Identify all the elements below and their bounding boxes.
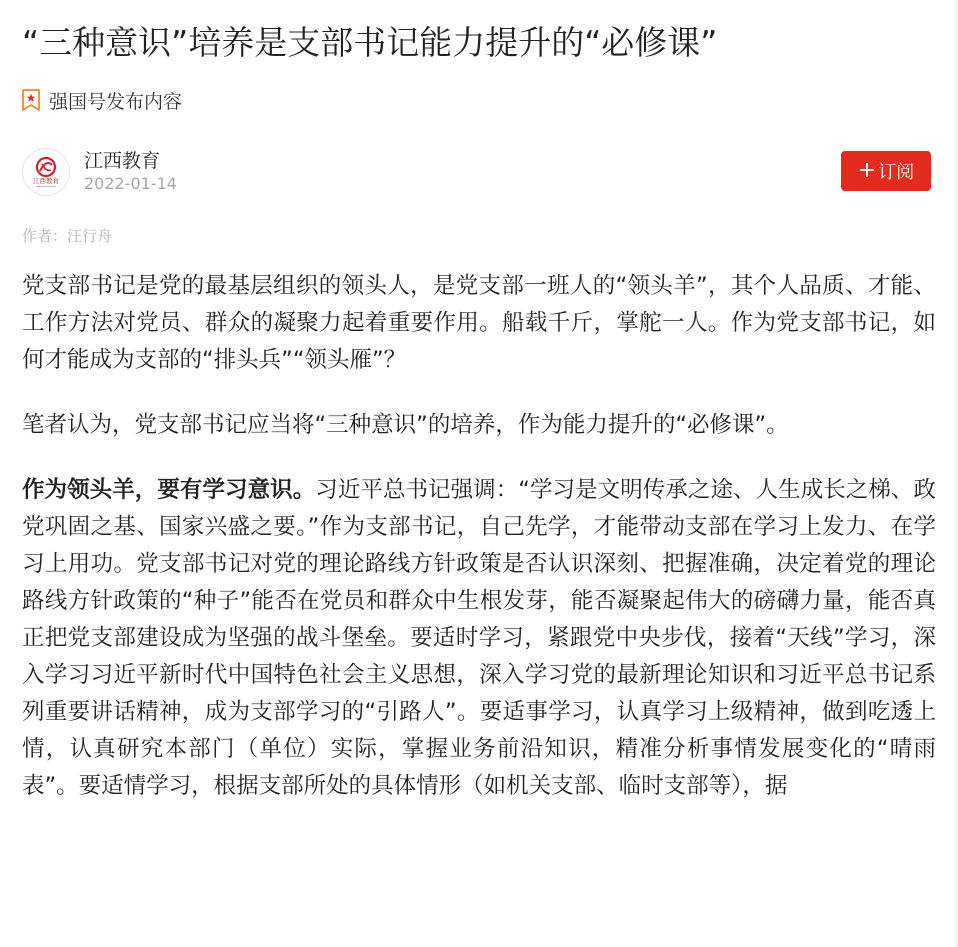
publish-date: 2022-01-14 <box>84 174 177 193</box>
source-row <box>22 88 936 112</box>
paragraph-text: 习近平总书记强调：“学习是文明传承之途、人生成长之梯、政党巩固之基、国家兴盛之要。”作为支部书记，自己先学，才能带动支部在学习上发力、在学习上用功。党支部书记对党的理论路线方针政策是否认识深刻、把握准确，决定着党的理论路线方针政策的“种子”能否在党员和群众中生根发芽，能否凝聚起伟大的磅礴力量，能否真正把党支部建设成为坚强的战斗堡垒。要适时学习，紧跟党中央步伐，接着“天线”学习，深入学习习近平新时代中国特色社会主义思想，深入学习党的最新理论知识和习近平总书记系列重要讲话精神，成为支部学习的“引路人”。要适事学习，认真学习上级精神，做到吃透上情，认真研究本部门（单位）实际，掌握业务前沿知识，精准分析事情发展变化的“晴雨表”。要适情学习，根据支部所处的具体情形（如机关支部、临时支部等），据 <box>22 477 936 799</box>
scrollbar-track <box>954 0 958 947</box>
paragraph-heading: 作为领头羊，要有学习意识。 <box>22 477 316 503</box>
paragraph-text: 笔者认为，党支部书记应当将“三种意识”的培养，作为能力提升的“必修课”。 <box>22 412 789 438</box>
avatar-logo-text: 江西教育 <box>33 177 59 185</box>
article-body <box>22 268 936 805</box>
subscribe-button[interactable] <box>841 151 931 191</box>
xuexi-flag-icon <box>22 89 40 111</box>
article-title: “三种意识”培养是支部书记能力提升的“必修课” <box>22 23 718 62</box>
plus-icon: + <box>857 158 877 183</box>
paragraph-text: 党支部书记是党的最基层组织的领头人，是党支部一班人的“领头羊”，其个人品质、才能、工作方法对党员、群众的凝聚力起着重要作用。船载千斤，掌舵一人。作为党支部书记，如何才能成为支部的“排头兵”“领头雁”？ <box>22 273 936 373</box>
source-label: 强国号发布内容 <box>49 90 183 113</box>
article-byline: 作者：汪行舟 <box>22 227 113 245</box>
paragraph <box>22 268 936 379</box>
paragraph <box>22 472 936 805</box>
author-avatar[interactable] <box>22 148 70 196</box>
paragraph <box>22 407 936 444</box>
author-name[interactable]: 江西教育 <box>84 150 161 172</box>
author-row <box>22 146 936 198</box>
author-info <box>84 149 177 195</box>
jiangxi-education-logo <box>24 150 68 194</box>
subscribe-label: 订阅 <box>878 162 915 183</box>
